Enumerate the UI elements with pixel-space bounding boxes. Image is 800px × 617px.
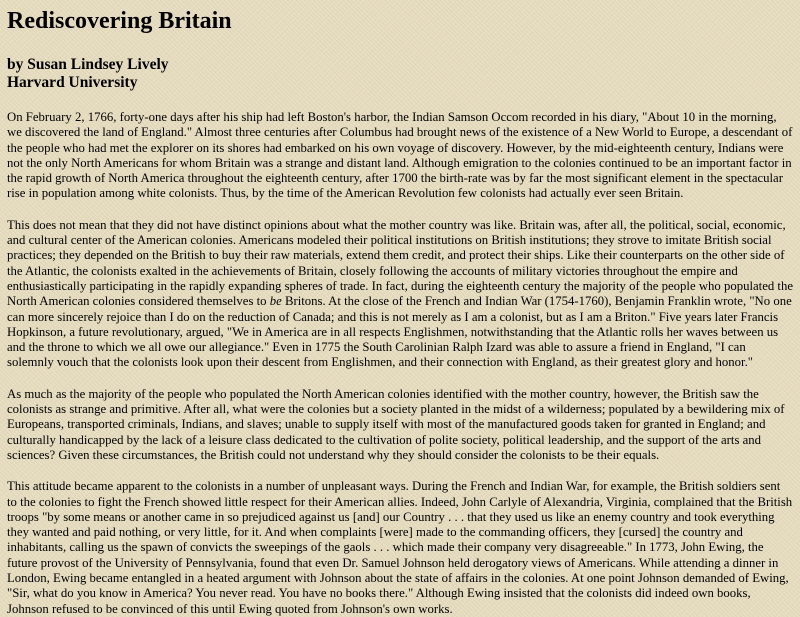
paragraph-1: On February 2, 1766, forty-one days after his ship had left Boston's harbor, the Indian Samson Occom recorded in his diary, "About 10 in the morning, we discovered the land of England." Almost three centuries after Columbus had brought news of the existence of a New World to Europe, a descendant of the people who had met the explorer on its shores had embarked on his own voyage of discovery. However, by the mid-eighteenth century, Indians were not the only North Americans for whom Britain was a strange and distant land. Although emigration to the colonies continued to be an important factor in the rapid growth of North America throughout the eighteenth century, after 1700 the birth-rate was by far the most significant element in the spectacular rise in population among white colonists. Thus, by the time of the American Revolution few colonists had actually ever seen Britain.	[7, 110, 793, 201]
paragraph-2-emphasis: be	[269, 294, 282, 309]
page-title: Rediscovering Britain	[7, 8, 232, 34]
paragraph-2-text-before: This does not mean that they did not have distinct opinions about what the mother country was like. Britain was, after all, the political, social, economic, and cultural center of the American colonies. Americans modeled their political institutions on British institutions; they strove to imitate British social practices; they depended on the British to buy their raw materials, extend them credit, and protect their ships. Like their counterparts on the other side of the Atlantic, the colonists exalted in the achievements of Britain, closely following the accounts of military victories throughout the empire and enthusiastically participating in the rapidly expanding spheres of trade. In fact, during the eighteenth century the majority of the people who populated the North American colonies considered themselves to	[7, 217, 794, 309]
paragraph-2-text-after: Britons. At the close of the French and Indian War (1754-1760), Benjamin Franklin wrote, "No one can more sincerely rejoice than I do on the reduction of Canada; and this is not merely as I am a colonist, but as I am a Briton." Five years later Francis Hopkinson, a future revolutionary, argued, "We in America are in all respects Englishmen, notwithstanding that the Atlantic rolls her waves between us and the throne to which we all owe our allegiance." Even in 1775 the South Carolinian Ralph Izard was able to assure a friend in England, "I can solemnly vouch that the colonists look upon their descent from Englishmen, and their connection with England, as their greatest glory and honor."	[7, 294, 792, 370]
paragraph-2	[7, 218, 793, 371]
paragraph-3: As much as the majority of the people who populated the North American colonies identified with the mother country, however, the British saw the colonists as strange and primitive. After all, what were the colonies but a society planted in the midst of a wilderness; populated by a bewildering mix of Europeans, transported criminals, Indians, and slaves; unable to supply itself with most of the manufactured goods taken for granted in England; and culturally handicapped by the lack of a leisure class dedicated to the cultivation of polite society, political leadership, and the support of the arts and sciences? Given these circumstances, the British could not understand why they should consider the colonists to be their equals.	[7, 386, 785, 462]
author-affiliation: Harvard University	[7, 74, 138, 91]
author-name: by Susan Lindsey Lively	[7, 56, 169, 73]
byline	[7, 56, 793, 92]
paragraph-4: This attitude became apparent to the colonists in a number of unpleasant ways. During the French and Indian War, for example, the British soldiers sent to the colonies to fight the French showed little respect for their American allies. Indeed, John Carlyle of Alexandria, Virginia, complained that the British troops "by some means or another came in so prejudiced against us [and] our Country . . . that they used us like an enemy country and took everything they wanted and paid nothing, or very little, for it. And when complaints [were] made to the commanding officers, they [cursed] the country and inhabitants, calling us the spawn of convicts the sweepings of the gaols . . . which made their company very disagreeable." In 1773, John Ewing, the future provost of the University of Pennsylvania, found that even Dr. Samuel Johnson held derogatory views of Americans. While attending a dinner in London, Ewing became entangled in a heated argument with Johnson about the state of affairs in the colonies. At one point Johnson demanded of Ewing, "Sir, what do you know in America? You never read. You have no books there." Although Ewing insisted that the colonists did indeed own books, Johnson refused to be convinced of this until Ewing quoted from Johnson's own works.	[7, 479, 793, 616]
